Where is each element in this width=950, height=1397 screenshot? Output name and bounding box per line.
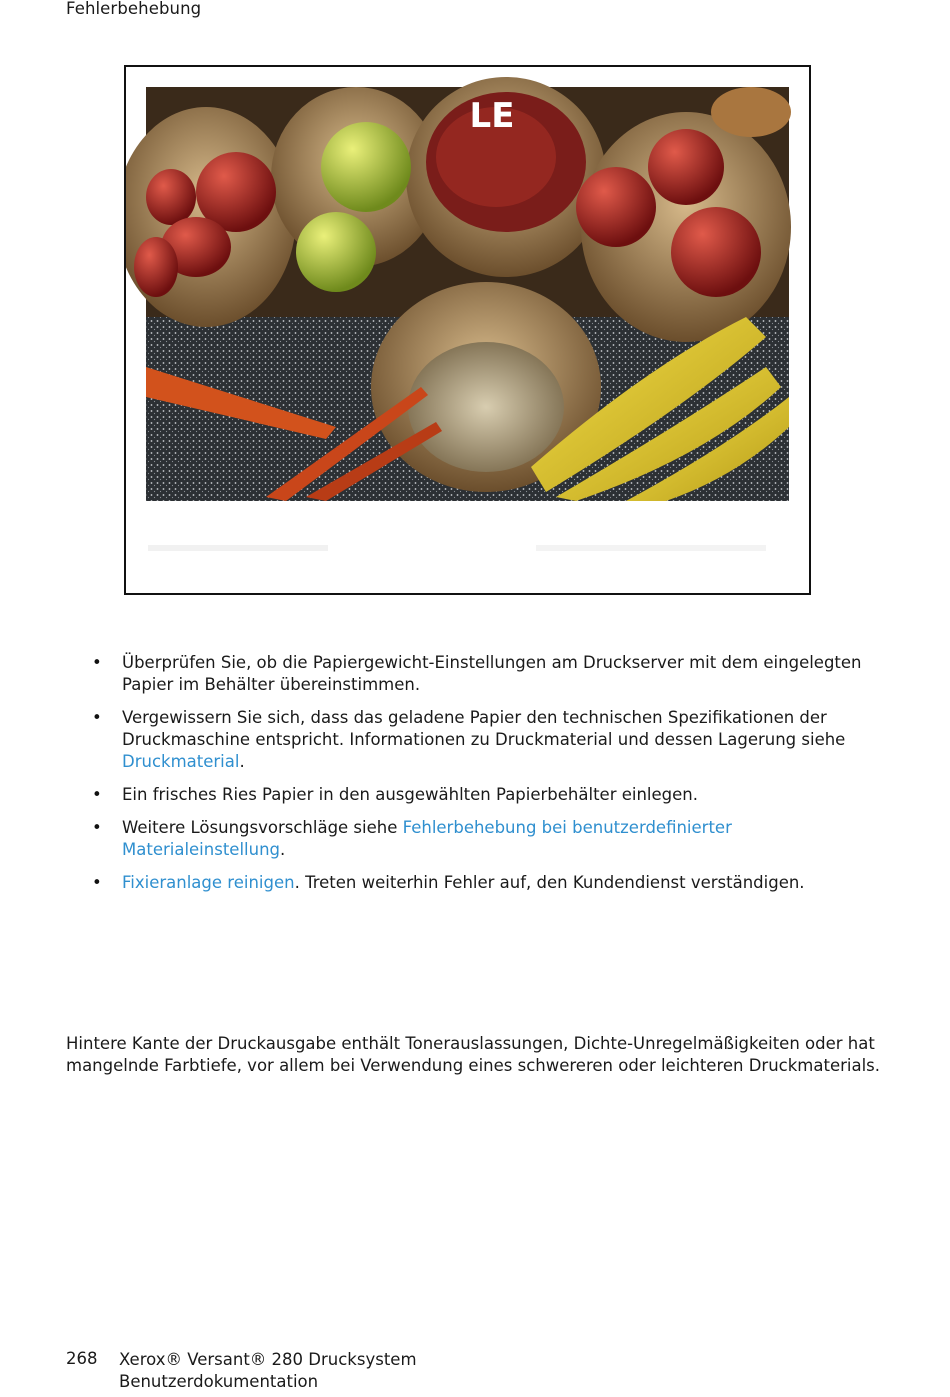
footer-product-title xyxy=(119,1349,417,1393)
link-fuser-cleaning[interactable]: Fixieranlage reinigen xyxy=(122,873,295,892)
list-item xyxy=(66,707,886,773)
produce-photo-illustration xyxy=(126,67,809,593)
list-item-text: Ein frisches Ries Papier in den ausgewählten Papierbehälter einlegen. xyxy=(122,785,698,804)
list-item xyxy=(66,872,886,894)
list-item-text: Überprüfen Sie, ob die Papiergewicht-Einstellungen am Druckserver mit dem eingelegten Papier im Behälter übereinstimmen. xyxy=(122,653,862,694)
running-header: Fehlerbehebung xyxy=(66,0,202,18)
list-item xyxy=(66,652,886,696)
print-sample-figure xyxy=(124,65,811,595)
problem-description: Hintere Kante der Druckausgabe enthält Tonerauslassungen, Dichte-Unregelmäßigkeiten oder hat mangelnde Farbtiefe, vor allem bei Verwendung eines schwereren oder leichteren Druckmaterials. xyxy=(66,1034,881,1075)
troubleshooting-steps-list xyxy=(66,652,886,905)
figure-overlay-label: LE xyxy=(469,96,515,136)
list-item-text: Vergewissern Sie sich, dass das geladene Papier den technischen Spezifikationen der Druckmaschine entspricht. Informationen zu Druckmaterial und dessen Lagerung siehe xyxy=(122,708,846,749)
list-item-text: . xyxy=(239,752,245,771)
list-item xyxy=(66,817,886,861)
page-number: 268 xyxy=(66,1349,98,1368)
list-item-text: Weitere Lösungsvorschläge siehe xyxy=(122,818,403,837)
footer-product-name: Xerox® Versant® 280 Drucksystem xyxy=(119,1350,417,1369)
list-item-text: . Treten weiterhin Fehler auf, den Kundendienst verständigen. xyxy=(294,873,805,892)
link-custom-media-troubleshooting[interactable]: Fehlerbehebung bei benutzerdefinierter Materialeinstellung xyxy=(122,818,732,859)
link-druckmaterial[interactable]: Druckmaterial xyxy=(122,752,240,771)
list-item-text: . xyxy=(280,840,286,859)
footer-doc-type: Benutzerdokumentation xyxy=(119,1372,319,1391)
list-item xyxy=(66,784,886,806)
